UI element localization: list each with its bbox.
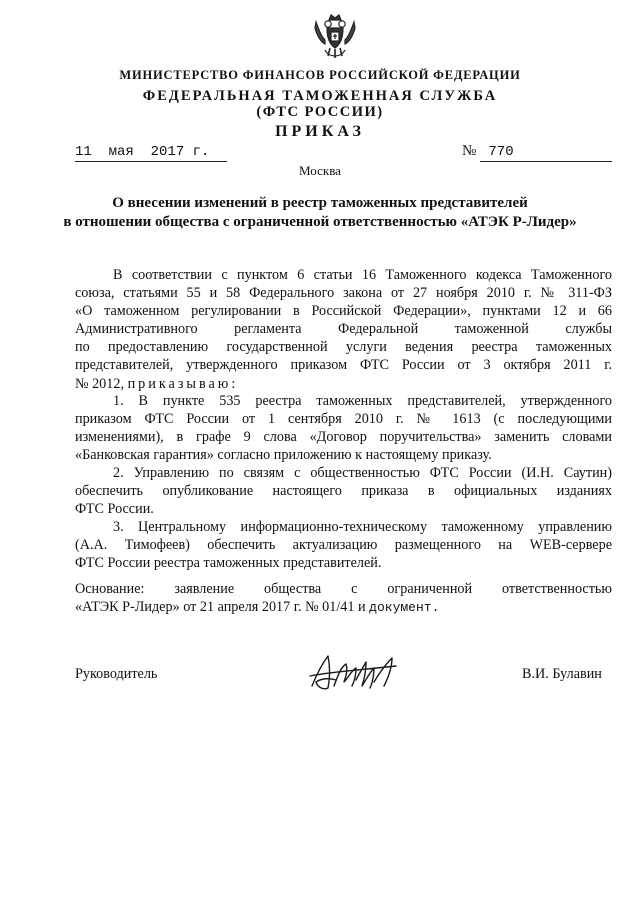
service-name: ФЕДЕРАЛЬНАЯ ТАМОЖЕННАЯ СЛУЖБА: [142, 88, 498, 104]
text-fragment: «АТЭК Р-Лидер» от 21 апреля 2017 г. № 01/41 и: [75, 599, 366, 616]
ministry-name: МИНИСТЕРСТВО ФИНАНСОВ РОССИЙСКОЙ ФЕДЕРАЦИИ: [119, 68, 521, 82]
document-type: ПРИКАЗ: [275, 123, 365, 140]
text-line: 2. Управлению по связям с общественностью ФТС России (И.Н. Саутин): [113, 465, 612, 481]
item-3: [75, 518, 612, 572]
order-date: 11 мая 2017 г.: [75, 144, 227, 162]
text-line: [75, 598, 612, 617]
handwritten-signature: [300, 646, 420, 696]
text-line: (А.А. Тимофеев) обеспечить актуализацию размещенного на WEB-сервере: [75, 537, 612, 554]
text-line: «Банковская гарантия» согласно приложению к настоящему приказу.: [75, 447, 492, 464]
text-line: «О таможенном регулировании в Российской Федерации», пунктами 12 и 66: [75, 303, 612, 320]
order-number-label: №: [462, 143, 477, 159]
text-line: В соответствии с пунктом 6 статьи 16 Таможенного кодекса Таможенного: [113, 267, 612, 283]
text-fragment: № 2012,: [75, 375, 125, 392]
text-line: Административного регламента Федеральной таможенной службы: [75, 321, 612, 338]
text-line: ФТС России реестра таможенных представителей.: [75, 555, 382, 572]
text-line: [75, 375, 612, 393]
service-abbreviation: (ФТС РОССИИ): [256, 104, 384, 120]
signatory-name: В.И. Булавин: [522, 666, 602, 682]
title-line: О внесении изменений в реестр таможенных представителей: [112, 195, 528, 211]
coat-of-arms-emblem: [313, 12, 357, 62]
intro-paragraph: [75, 266, 612, 393]
signatory-position: Руководитель: [75, 666, 158, 682]
text-line: обеспечить опубликование настоящего приказа в официальных изданиях: [75, 483, 612, 500]
text-line: ФТС России.: [75, 501, 154, 518]
text-line: Основание: заявление общества с ограниченной ответственностью: [75, 581, 612, 597]
text-line: представителей, утвержденного приказом ФТС России от 3 октября 2011 г.: [75, 357, 612, 374]
item-1: [75, 392, 612, 464]
basis-document: документ.: [369, 600, 440, 616]
document-title: [0, 194, 640, 232]
city: Москва: [299, 163, 341, 178]
text-line: по предоставлению государственной услуги ведения реестра таможенных: [75, 339, 612, 356]
text-line: союза, статьями 55 и 58 Федерального закона от 27 ноября 2010 г. № 311-ФЗ: [75, 285, 612, 302]
title-line: в отношении общества с ограниченной ответственностью «АТЭК Р-Лидер»: [63, 214, 577, 230]
basis-paragraph: [75, 580, 612, 617]
decree-word: приказываю:: [127, 375, 239, 392]
item-2: [75, 464, 612, 518]
text-line: 3. Центральному информационно-техническому таможенному управлению: [113, 519, 612, 535]
text-line: 1. В пункте 535 реестра таможенных представителей, утвержденного: [113, 393, 612, 409]
order-number: 770: [480, 144, 612, 162]
text-line: изменениями), в графе 9 слова «Договор поручительства» заменить словами: [75, 429, 612, 446]
text-line: приказом ФТС России от 1 сентября 2010 г. № 1613 (с последующими: [75, 411, 612, 428]
